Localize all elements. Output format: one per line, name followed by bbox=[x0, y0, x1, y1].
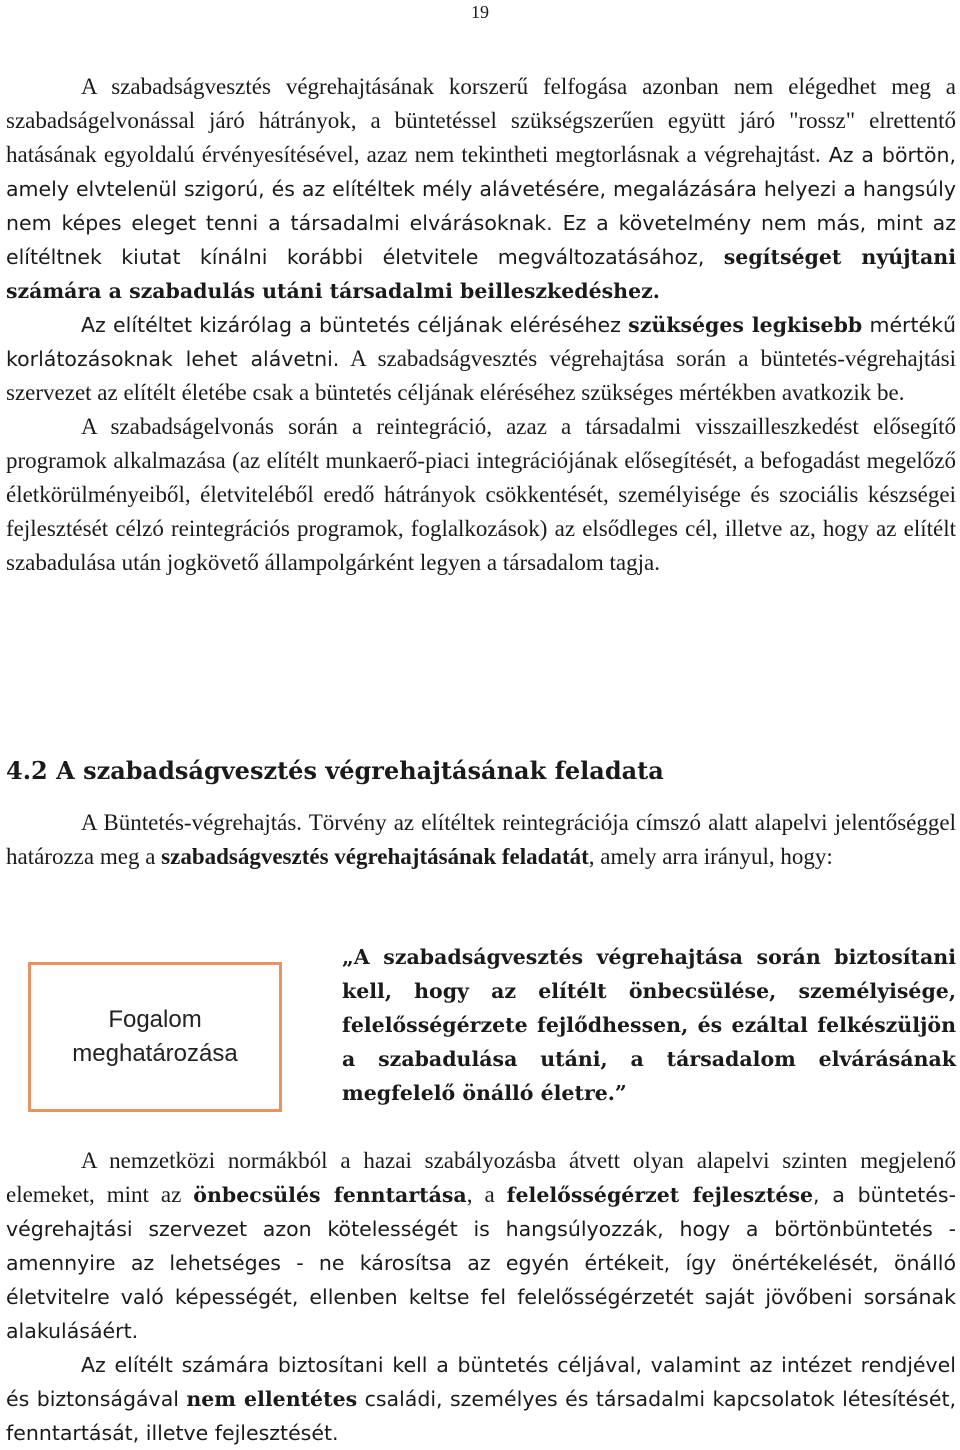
definition-quote: „A szabadságvesztés végrehajtása során biztosítani kell, hogy az elítélt önbecsülése, személyisége, felelősségérzete fejlődhessen, és ezáltal felkészüljön a szabadulása utáni, a társadalom elvárásának megfelelő önálló életre.” bbox=[342, 945, 956, 1105]
paragraph-1 bbox=[6, 70, 956, 308]
p5-bold-2: felelősségérzet fejlesztése bbox=[506, 1183, 814, 1207]
definition-box bbox=[28, 962, 282, 1112]
definition-box-line-2: meghatározása bbox=[72, 1040, 238, 1067]
p1-sentence-3: Ez a követelmény nem más, mint az elítéltnek kiutat kínálni korábbi életvitele megváltozatásához, bbox=[6, 211, 956, 269]
p1-sentence-1: A szabadságvesztés végrehajtásának korszerű felfogása azonban nem elégedhet meg a szabadságelvonással járó hátrányok, a büntetéssel szükségszerűen együtt járó "rossz" elrettentő hatásának egyoldalú érvényesítésével, azaz nem tekintheti megtorlásnak a végrehajtást. bbox=[6, 74, 956, 167]
p2-sentence-1: Az elítéltet kizárólag a büntetés céljának eléréséhez bbox=[81, 313, 629, 337]
definition-box-line-1: Fogalom bbox=[108, 1006, 202, 1033]
paragraph-1-block bbox=[6, 70, 956, 580]
section-heading: 4.2 A szabadságvesztés végrehajtásának feladata bbox=[6, 756, 664, 785]
p5-text-1: A nemzetközi normákból a hazai szabályozásba átvett olyan alapelvi szinten megjelenő elemeket, mint az bbox=[6, 1148, 956, 1207]
paragraph-5-block bbox=[6, 1144, 956, 1450]
p6-text-2: családi, személyes és társadalmi kapcsolatok létesítését, fenntartását, illetve fejlesztését. bbox=[6, 1387, 956, 1445]
p5-text-2: , a bbox=[466, 1182, 507, 1207]
p5-text-3: , a büntetés-végrehajtási szervezet azon kötelességét is hangsúlyozzák, hogy a börtönbüntetés - amennyire az lehetséges - ne károsítsa az egyén értékeit, így önértékelését, önálló életvitelre való képességét, ellenben keltse fel felelősségérzetét saját jövőbeni sorsának alakulásáért. bbox=[6, 1183, 956, 1343]
paragraph-2 bbox=[6, 308, 956, 410]
p1-bold-sentence: segítséget nyújtani számára a szabadulás utáni társadalmi beilleszkedéshez. bbox=[6, 245, 956, 303]
paragraph-4-block bbox=[6, 806, 956, 874]
p2-sentence-3: A szabadságvesztés végrehajtása során a büntetés-végrehajtási szervezet az elítélt életébe csak a büntetés céljának eléréséhez szükséges mértékben avatkozik be. bbox=[6, 346, 956, 405]
paragraph-6 bbox=[6, 1348, 956, 1450]
p4-bold-phrase: szabadságvesztés végrehajtásának feladatát bbox=[161, 844, 589, 869]
p2-bold-phrase: szükséges legkisebb bbox=[628, 313, 863, 337]
p4-sentence-1: A Büntetés-végrehajtás. Törvény az elítéltek reintegrációja címszó alatt alapelvi jelentőséggel határozza meg a bbox=[6, 810, 956, 869]
p4-sentence-2: , amely arra irányul, hogy: bbox=[588, 844, 833, 869]
paragraph-5 bbox=[6, 1144, 956, 1348]
page-number: 19 bbox=[471, 2, 489, 22]
p1-sentence-2: Az a börtön, amely elvtelenül szigorú, és az elítéltek mély alávetésére, megalázására helyezi a hangsúly nem képes eleget tenni a társadalmi elvárásoknak. bbox=[6, 143, 956, 235]
paragraph-4 bbox=[6, 806, 956, 874]
p6-bold-1: nem ellentétes bbox=[186, 1387, 358, 1411]
p6-text-1: Az elítélt számára biztosítani kell a büntetés céljával, valamint az intézet rendjével és biztonságával bbox=[6, 1353, 956, 1411]
paragraph-3: A szabadságelvonás során a reintegráció, azaz a társadalmi visszailleszkedést elősegítő programok alkalmazása (az elítélt munkaerő-piaci integrációjának elősegítését, a befogadást megelőző életkörülményeiből, életviteléből eredő hátrányok csökkentését, személyisége és szociális készségei fejlesztését célzó reintegrációs programok, foglalkozások) az elsődleges cél, illetve az, hogy az elítélt szabadulása után jogkövető állampolgárként legyen a társadalom tagja. bbox=[6, 414, 956, 575]
p2-sentence-2: mértékű korlátozásoknak lehet alávetni. bbox=[6, 313, 956, 371]
p5-bold-1: önbecsülés fenntartása bbox=[193, 1183, 467, 1207]
